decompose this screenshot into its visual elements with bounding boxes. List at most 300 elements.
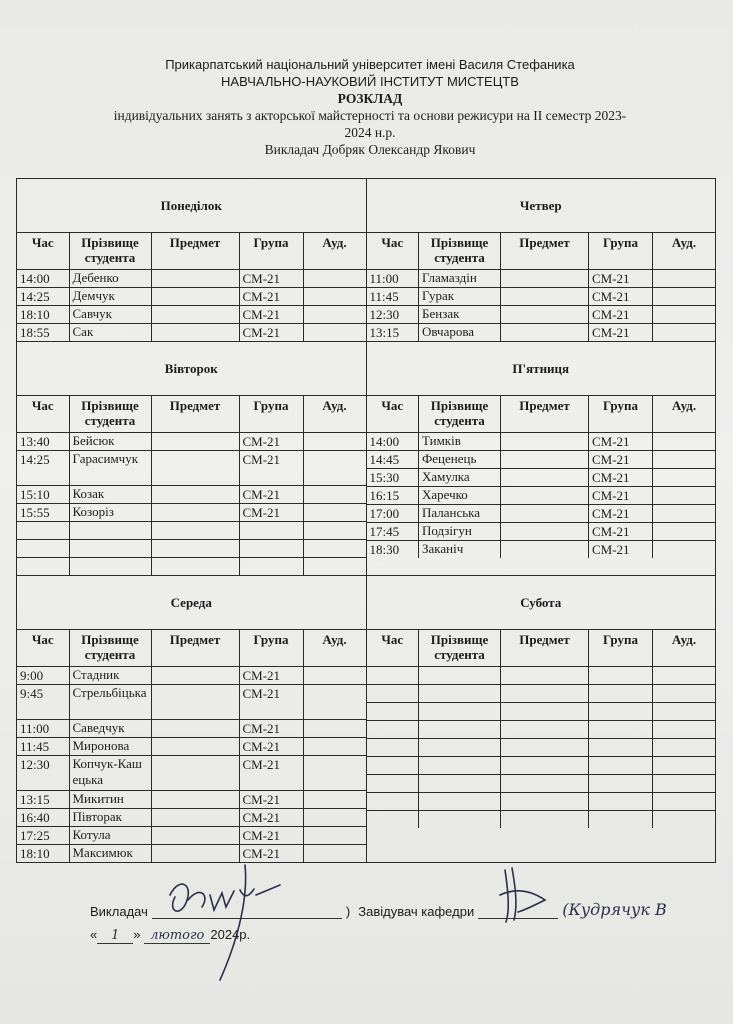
table-row (17, 451, 366, 486)
date-month: лютого (144, 928, 210, 944)
time-cell: 11:00 (17, 720, 69, 738)
subject-cell (151, 270, 239, 288)
student-cell: Микитин (69, 791, 151, 809)
table-row (17, 486, 366, 504)
day-table-thu (367, 233, 716, 341)
time-cell: 16:40 (17, 809, 69, 827)
time-cell: 17:45 (367, 523, 419, 541)
time-cell (367, 811, 419, 829)
group-cell: СМ-21 (239, 738, 303, 756)
group-cell: СМ-21 (239, 451, 303, 486)
table-row (367, 433, 716, 451)
head-name-handwritten: (Кудрячук В (562, 900, 667, 919)
group-cell (239, 540, 303, 558)
student-cell: Заканіч (419, 541, 501, 559)
table-row (17, 809, 366, 827)
group-cell: СМ-21 (239, 306, 303, 324)
room-cell (653, 775, 716, 793)
column-header: Предмет (151, 233, 239, 270)
room-cell (653, 270, 716, 288)
subject-cell (501, 270, 589, 288)
student-cell: Стрельбіцька (69, 685, 151, 720)
room-cell (303, 720, 366, 738)
time-cell: 15:55 (17, 504, 69, 522)
group-cell: СМ-21 (589, 541, 653, 559)
table-row (17, 558, 366, 576)
day-title-sat: Субота (367, 576, 716, 630)
student-cell: Копчук-Кашецька (69, 756, 151, 791)
student-cell: Котула (69, 827, 151, 845)
subject-cell (501, 433, 589, 451)
group-cell: СМ-21 (589, 270, 653, 288)
table-row (367, 469, 716, 487)
table-header-row (367, 630, 716, 667)
day-title-mon: Понеділок (17, 179, 366, 233)
day-block-mon (16, 179, 366, 341)
room-cell (303, 827, 366, 845)
subject-cell (501, 703, 589, 721)
table-row (367, 288, 716, 306)
table-row (367, 523, 716, 541)
time-cell: 14:00 (367, 433, 419, 451)
time-cell: 11:45 (367, 288, 419, 306)
room-cell (653, 739, 716, 757)
time-cell (367, 667, 419, 685)
time-cell: 12:30 (367, 306, 419, 324)
date-year: 2024р. (210, 927, 251, 942)
subject-cell (151, 324, 239, 342)
subject-cell (501, 541, 589, 559)
student-cell: Дебенко (69, 270, 151, 288)
column-header: Прізвище студента (419, 630, 501, 667)
student-cell: Подзігун (419, 523, 501, 541)
room-cell (653, 541, 716, 559)
group-cell (239, 558, 303, 576)
student-cell (419, 667, 501, 685)
table-row (17, 288, 366, 306)
signature-footer (90, 900, 730, 944)
time-cell: 11:45 (17, 738, 69, 756)
group-cell (589, 793, 653, 811)
table-row (367, 270, 716, 288)
schedule-row-1 (16, 178, 716, 341)
table-row (367, 685, 716, 703)
group-cell: СМ-21 (589, 433, 653, 451)
date-close-quote: » (133, 927, 141, 942)
column-header: Прізвище студента (419, 396, 501, 433)
time-cell: 14:00 (17, 270, 69, 288)
column-header: Предмет (151, 396, 239, 433)
student-cell: Овчарова (419, 324, 501, 342)
teacher-signature-blank (152, 904, 342, 919)
schedule-grid (16, 178, 716, 863)
column-header: Група (239, 630, 303, 667)
column-header: Група (589, 396, 653, 433)
room-cell (653, 433, 716, 451)
column-header: Час (367, 630, 419, 667)
subject-cell (151, 558, 239, 576)
subject-cell (501, 667, 589, 685)
time-cell: 11:00 (367, 270, 419, 288)
student-cell: Тимків (419, 433, 501, 451)
subtitle-line-1: індивідуальних занять з акторської майстерності та основи режисури на ІІ семестр 2023- (113, 108, 627, 123)
subject-cell (151, 451, 239, 486)
date-line (90, 927, 730, 944)
room-cell (303, 685, 366, 720)
student-cell: Півторак (69, 809, 151, 827)
group-cell: СМ-21 (239, 486, 303, 504)
subject-cell (151, 486, 239, 504)
student-cell: Козак (69, 486, 151, 504)
group-cell: СМ-21 (239, 756, 303, 791)
student-cell: Гламаздін (419, 270, 501, 288)
student-cell: Гурак (419, 288, 501, 306)
day-title-thu: Четвер (367, 179, 716, 233)
student-cell: Саведчук (69, 720, 151, 738)
room-cell (303, 270, 366, 288)
student-cell: Савчук (69, 306, 151, 324)
room-cell (303, 306, 366, 324)
student-cell: Козоріз (69, 504, 151, 522)
student-cell (419, 685, 501, 703)
column-header: Ауд. (653, 396, 716, 433)
student-cell: Паланська (419, 505, 501, 523)
room-cell (653, 451, 716, 469)
subject-cell (501, 721, 589, 739)
room-cell (303, 809, 366, 827)
head-signature-blank (478, 904, 558, 919)
table-row (367, 667, 716, 685)
student-cell: Миронова (69, 738, 151, 756)
student-cell: Феценець (419, 451, 501, 469)
table-row (367, 775, 716, 793)
subject-cell (501, 757, 589, 775)
table-header-row (367, 233, 716, 270)
subject-cell (151, 738, 239, 756)
teacher-name: Викладач Добряк Олександр Якович (264, 142, 476, 157)
subject-cell (151, 433, 239, 451)
column-header: Час (17, 233, 69, 270)
column-header: Час (367, 396, 419, 433)
day-block-tue (16, 342, 366, 575)
group-cell: СМ-21 (589, 324, 653, 342)
time-cell (367, 721, 419, 739)
group-cell: СМ-21 (589, 288, 653, 306)
day-table-tue (17, 396, 366, 575)
group-cell: СМ-21 (589, 451, 653, 469)
student-cell: Демчук (69, 288, 151, 306)
group-cell: СМ-21 (239, 667, 303, 685)
room-cell (653, 685, 716, 703)
subject-cell (501, 811, 589, 829)
time-cell (17, 540, 69, 558)
column-header: Час (367, 233, 419, 270)
time-cell: 14:25 (17, 288, 69, 306)
column-header: Група (239, 396, 303, 433)
time-cell (367, 793, 419, 811)
room-cell (653, 469, 716, 487)
time-cell (367, 685, 419, 703)
room-cell (653, 306, 716, 324)
group-cell: СМ-21 (589, 523, 653, 541)
subject-cell (501, 775, 589, 793)
day-block-fri (366, 342, 717, 575)
room-cell (653, 811, 716, 829)
subject-cell (151, 685, 239, 720)
subject-cell (151, 667, 239, 685)
teacher-close-paren: ) (345, 904, 351, 919)
column-header: Ауд. (303, 396, 366, 433)
student-cell: Сак (69, 324, 151, 342)
time-cell (367, 757, 419, 775)
column-header: Група (239, 233, 303, 270)
room-cell (303, 451, 366, 486)
university-name: Прикарпатський національний університет імені Василя Стефаника (165, 57, 575, 72)
group-cell: СМ-21 (239, 270, 303, 288)
time-cell: 13:15 (17, 791, 69, 809)
table-row (367, 324, 716, 342)
group-cell: СМ-21 (589, 505, 653, 523)
room-cell (653, 324, 716, 342)
column-header: Час (17, 396, 69, 433)
table-row (17, 738, 366, 756)
table-row (367, 541, 716, 559)
table-row (17, 720, 366, 738)
table-row (367, 487, 716, 505)
student-cell (419, 739, 501, 757)
time-cell: 15:10 (17, 486, 69, 504)
group-cell: СМ-21 (589, 306, 653, 324)
table-row (367, 721, 716, 739)
time-cell: 18:10 (17, 845, 69, 863)
room-cell (303, 324, 366, 342)
table-row (17, 845, 366, 863)
table-row (17, 306, 366, 324)
room-cell (303, 756, 366, 791)
table-row (367, 703, 716, 721)
time-cell (367, 739, 419, 757)
table-row (17, 433, 366, 451)
group-cell: СМ-21 (239, 720, 303, 738)
student-cell (419, 721, 501, 739)
room-cell (653, 703, 716, 721)
group-cell: СМ-21 (239, 791, 303, 809)
group-cell: СМ-21 (239, 845, 303, 863)
day-table-sat (367, 630, 716, 828)
student-cell (419, 811, 501, 829)
head-signature-label: Завідувач кафедри (358, 904, 475, 919)
room-cell (653, 757, 716, 775)
subject-cell (151, 756, 239, 791)
subject-cell (151, 540, 239, 558)
room-cell (653, 505, 716, 523)
date-day: 1 (97, 929, 133, 944)
column-header: Група (589, 233, 653, 270)
day-block-thu (366, 179, 717, 341)
group-cell: СМ-21 (589, 469, 653, 487)
table-row (367, 505, 716, 523)
time-cell: 18:30 (367, 541, 419, 559)
room-cell (303, 540, 366, 558)
group-cell: СМ-21 (239, 685, 303, 720)
room-cell (303, 288, 366, 306)
room-cell (653, 793, 716, 811)
table-row (367, 739, 716, 757)
subject-cell (151, 306, 239, 324)
room-cell (303, 738, 366, 756)
room-cell (653, 523, 716, 541)
subject-cell (501, 487, 589, 505)
table-row (17, 827, 366, 845)
column-header: Прізвище студента (69, 630, 151, 667)
time-cell (367, 775, 419, 793)
column-header: Прізвище студента (69, 233, 151, 270)
document-header (60, 56, 680, 158)
table-row (17, 270, 366, 288)
group-cell: СМ-21 (239, 504, 303, 522)
student-cell (419, 757, 501, 775)
table-header-row (17, 396, 366, 433)
subject-cell (151, 504, 239, 522)
time-cell: 9:00 (17, 667, 69, 685)
date-open-quote: « (90, 927, 98, 942)
student-cell (419, 775, 501, 793)
room-cell (303, 433, 366, 451)
subject-cell (151, 845, 239, 863)
group-cell: СМ-21 (239, 827, 303, 845)
student-cell: Стадник (69, 667, 151, 685)
subtitle-line-2: 2024 н.р. (344, 125, 396, 140)
student-cell: Гарасимчук (69, 451, 151, 486)
subject-cell (501, 793, 589, 811)
column-header: Група (589, 630, 653, 667)
column-header: Предмет (501, 233, 589, 270)
column-header: Предмет (151, 630, 239, 667)
group-cell (589, 811, 653, 829)
teacher-signature-label: Викладач (90, 904, 148, 919)
student-cell: Максимюк (69, 845, 151, 863)
group-cell: СМ-21 (239, 809, 303, 827)
column-header: Ауд. (303, 630, 366, 667)
time-cell: 9:45 (17, 685, 69, 720)
signature-line (90, 900, 730, 919)
room-cell (653, 721, 716, 739)
room-cell (303, 558, 366, 576)
subject-cell (501, 523, 589, 541)
table-row (17, 504, 366, 522)
time-cell: 14:45 (367, 451, 419, 469)
room-cell (653, 667, 716, 685)
day-block-wed (16, 576, 366, 862)
column-header: Прізвище студента (69, 396, 151, 433)
time-cell: 16:15 (367, 487, 419, 505)
room-cell (303, 522, 366, 540)
student-cell (69, 558, 151, 576)
table-row (17, 756, 366, 791)
group-cell (589, 667, 653, 685)
table-row (367, 757, 716, 775)
table-row (367, 793, 716, 811)
group-cell: СМ-21 (239, 433, 303, 451)
table-row (367, 306, 716, 324)
time-cell (17, 522, 69, 540)
group-cell (589, 685, 653, 703)
time-cell: 12:30 (17, 756, 69, 791)
table-header-row (17, 630, 366, 667)
room-cell (303, 845, 366, 863)
day-table-wed (17, 630, 366, 862)
table-row (17, 685, 366, 720)
day-title-tue: Вівторок (17, 342, 366, 396)
student-cell (69, 540, 151, 558)
subject-cell (151, 809, 239, 827)
time-cell: 14:25 (17, 451, 69, 486)
subject-cell (151, 720, 239, 738)
time-cell: 13:15 (367, 324, 419, 342)
room-cell (653, 288, 716, 306)
column-header: Ауд. (303, 233, 366, 270)
table-row (17, 667, 366, 685)
group-cell (239, 522, 303, 540)
subject-cell (151, 522, 239, 540)
time-cell: 17:00 (367, 505, 419, 523)
group-cell (589, 775, 653, 793)
column-header: Ауд. (653, 630, 716, 667)
day-title-fri: П'ятниця (367, 342, 716, 396)
subject-cell (151, 791, 239, 809)
table-row (17, 324, 366, 342)
table-row (17, 540, 366, 558)
subject-cell (501, 324, 589, 342)
time-cell: 18:10 (17, 306, 69, 324)
group-cell: СМ-21 (239, 288, 303, 306)
day-table-mon (17, 233, 366, 341)
column-header: Час (17, 630, 69, 667)
subject-cell (151, 827, 239, 845)
time-cell: 17:25 (17, 827, 69, 845)
table-header-row (367, 396, 716, 433)
column-header: Предмет (501, 630, 589, 667)
group-cell (589, 721, 653, 739)
schedule-row-3 (16, 575, 716, 863)
subject-cell (501, 739, 589, 757)
room-cell (303, 791, 366, 809)
student-cell (419, 793, 501, 811)
subject-cell (501, 306, 589, 324)
group-cell (589, 757, 653, 775)
group-cell (589, 739, 653, 757)
document-title: РОЗКЛАД (337, 91, 403, 106)
student-cell (69, 522, 151, 540)
table-row (367, 811, 716, 829)
time-cell: 15:30 (367, 469, 419, 487)
time-cell: 13:40 (17, 433, 69, 451)
room-cell (303, 667, 366, 685)
day-block-sat (366, 576, 717, 862)
student-cell (419, 703, 501, 721)
group-cell: СМ-21 (239, 324, 303, 342)
time-cell: 18:55 (17, 324, 69, 342)
institute-name: НАВЧАЛЬНО-НАУКОВИЙ ІНСТИТУТ МИСТЕЦТВ (221, 74, 519, 89)
table-row (17, 522, 366, 540)
time-cell (17, 558, 69, 576)
column-header: Прізвище студента (419, 233, 501, 270)
column-header: Ауд. (653, 233, 716, 270)
subject-cell (501, 288, 589, 306)
subject-cell (501, 685, 589, 703)
room-cell (303, 504, 366, 522)
subject-cell (501, 505, 589, 523)
